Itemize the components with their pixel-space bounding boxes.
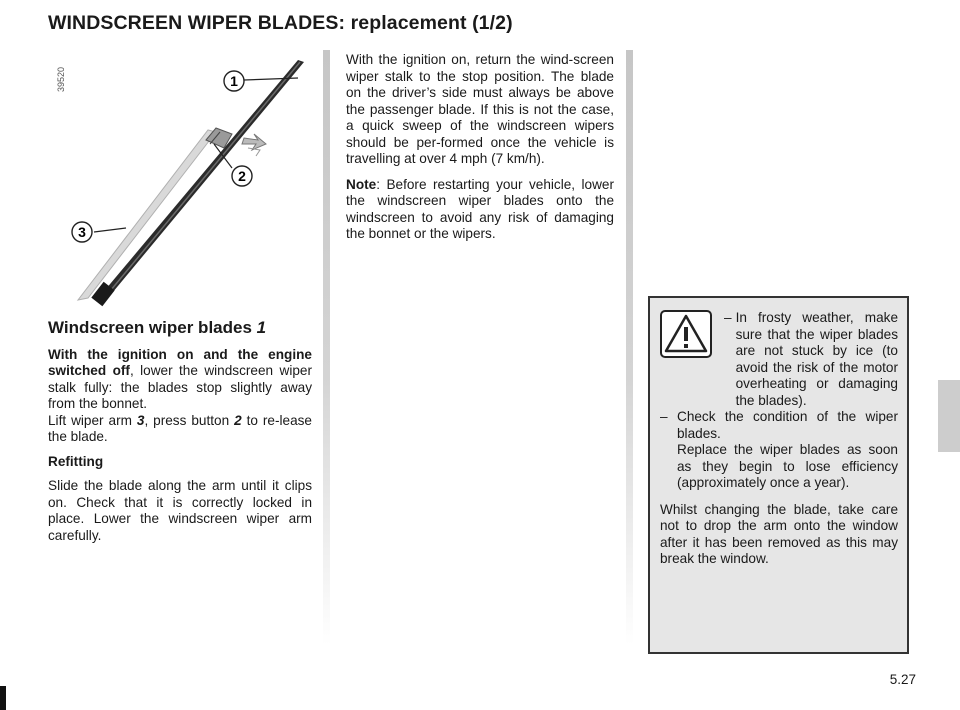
warning-closing: Whilst changing the blade, take care not to drop the arm onto the window after it has been removed as this may break the window. bbox=[660, 501, 898, 566]
crop-mark bbox=[0, 686, 6, 710]
wiper-blade-drawing bbox=[48, 48, 320, 318]
middle-column bbox=[346, 52, 614, 252]
chapter-tab bbox=[938, 380, 960, 452]
warning-box bbox=[648, 296, 909, 654]
warning-triangle-icon bbox=[660, 310, 712, 358]
removal-paragraph: With the ignition on and the engine switched off, lower the windscreen wiper stalk fully: the blades stop slightly away from the bonnet. Lift wiper arm 3, press button 2 to re-lease the blade. bbox=[48, 346, 312, 444]
refitting-heading: Refitting bbox=[48, 453, 104, 469]
warning-item-frost: – In frosty weather, make sure that the wiper blades are not stuck by ice (to avoid the risk of the motor overheating or damaging the blades). bbox=[724, 310, 898, 408]
page-title: WINDSCREEN WIPER BLADES: replacement (1/2) bbox=[48, 12, 513, 34]
svg-text:2: 2 bbox=[238, 168, 246, 184]
svg-text:3: 3 bbox=[78, 224, 86, 240]
refitting-paragraph: Slide the blade along the arm until it clips on. Check that it is correctly locked in place. Lower the windscreen wiper arm carefully. bbox=[48, 478, 312, 543]
left-column bbox=[48, 320, 312, 552]
section-heading: Windscreen wiper blades 1 bbox=[48, 318, 267, 337]
wiper-blade-illustration bbox=[48, 48, 320, 318]
callout-3 bbox=[72, 222, 92, 242]
warning-item-condition: – Check the condition of the wiper blades. Replace the wiper blades as soon as they begin to lose efficiency (approximately once a year). bbox=[660, 409, 898, 490]
stalk-paragraph: With the ignition on, return the wind-screen wiper stalk to the stop position. The blade on the driver’s side must always be above the passenger blade. If this is not the case, a quick sweep of the windscreen wipers should be per-formed once the vehicle is travelling at over 4 mph (7 km/h). bbox=[346, 52, 614, 166]
page-number: 5.27 bbox=[889, 672, 916, 687]
note-paragraph: Note: Before restarting your vehicle, lower the windscreen wiper blades onto the windscreen to avoid any risk of damaging the bonnet or the wipers. bbox=[346, 176, 614, 241]
column-divider-left bbox=[323, 50, 330, 645]
figure-ref-code: 39520 bbox=[56, 66, 66, 92]
callout-2 bbox=[232, 166, 252, 186]
callout-1 bbox=[224, 71, 244, 91]
svg-text:1: 1 bbox=[230, 73, 238, 89]
column-divider-right bbox=[626, 50, 633, 645]
